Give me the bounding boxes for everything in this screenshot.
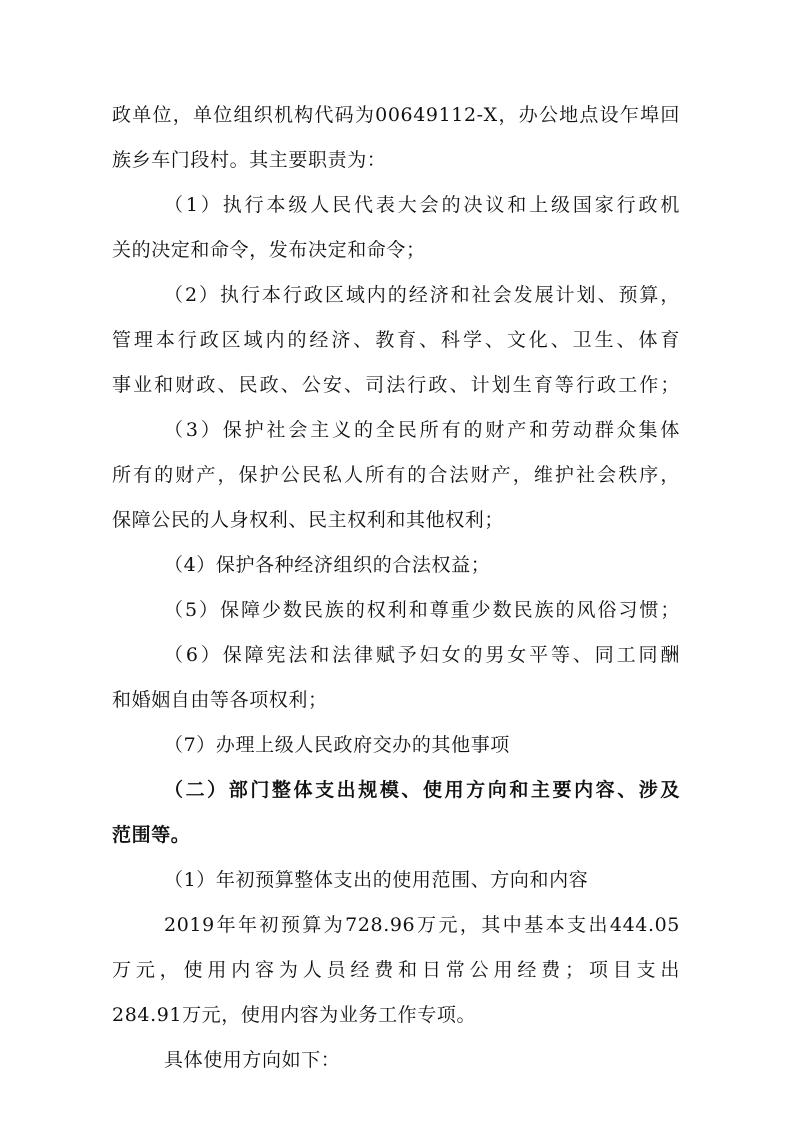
paragraph-line: 和婚姻自由等各项权利； bbox=[112, 689, 328, 711]
paragraph-line: 保障公民的人身权利、民主权利和其他权利； bbox=[112, 509, 505, 531]
paragraph-line: （2）执行本行政区域内的经济和社会发展计划、预算， bbox=[164, 284, 680, 306]
paragraph-line: 万元，使用内容为人员经费和日常公用经费；项目支出 bbox=[112, 959, 680, 981]
paragraph-line: 关的决定和命令，发布决定和命令； bbox=[112, 239, 426, 261]
paragraph-line: （1）执行本级人民代表大会的决议和上级国家行政机 bbox=[164, 194, 680, 216]
paragraph-line: 284.91万元，使用内容为业务工作专项。 bbox=[112, 1004, 477, 1026]
paragraph-line: 2019年年初预算为728.96万元，其中基本支出444.05 bbox=[164, 914, 680, 936]
paragraph-line: 事业和财政、民政、公安、司法行政、计划生育等行政工作； bbox=[112, 374, 680, 396]
paragraph-line: （5）保障少数民族的权利和尊重少数民族的风俗习惯； bbox=[164, 599, 680, 621]
paragraph-line: 族乡车门段村。其主要职责为： bbox=[112, 149, 387, 171]
paragraph-line: 管理本行政区域内的经济、教育、科学、文化、卫生、体育 bbox=[112, 329, 680, 351]
section-heading: （二）部门整体支出规模、使用方向和主要内容、涉及 bbox=[164, 779, 680, 801]
paragraph-line: （6）保障宪法和法律赋予妇女的男女平等、同工同酬 bbox=[164, 644, 680, 666]
section-heading: 范围等。 bbox=[112, 824, 191, 846]
paragraph-line: 所有的财产，保护公民私人所有的合法财产，维护社会秩序， bbox=[112, 464, 680, 486]
paragraph-line: 政单位，单位组织机构代码为00649112-X，办公地点设乍埠回 bbox=[112, 104, 680, 126]
paragraph-line: 具体使用方向如下： bbox=[164, 1049, 341, 1071]
paragraph-line: （4）保护各种经济组织的合法权益； bbox=[164, 554, 491, 576]
paragraph-line: （3）保护社会主义的全民所有的财产和劳动群众集体 bbox=[164, 419, 680, 441]
paragraph-line: （1）年初预算整体支出的使用范围、方向和内容 bbox=[164, 869, 589, 891]
paragraph-line: （7）办理上级人民政府交办的其他事项 bbox=[164, 734, 510, 756]
